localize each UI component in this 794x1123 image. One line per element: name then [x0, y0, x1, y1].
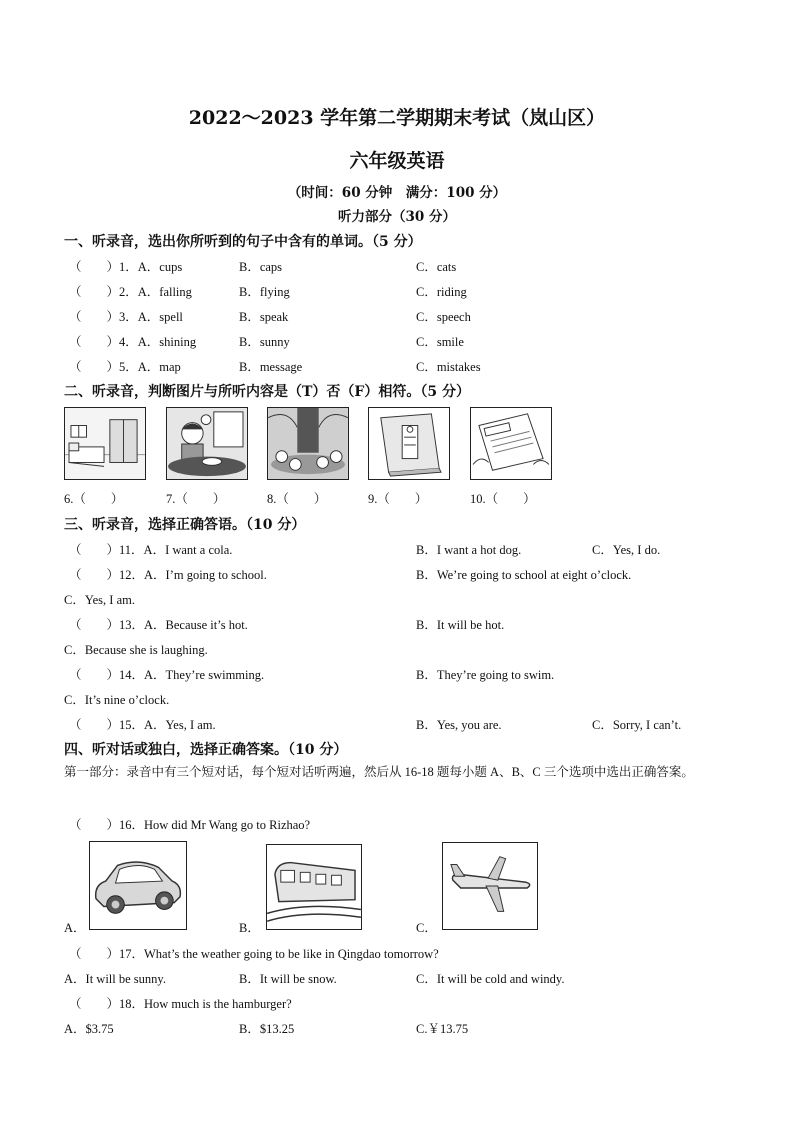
boy-eating-icon [167, 408, 247, 479]
park-picnic-picture [267, 407, 349, 480]
airplane-icon [443, 843, 537, 929]
q4-number-a: （ ）4．A．shining [69, 335, 197, 349]
q16-option-c-label: C． [416, 921, 437, 935]
q13-option-b: B．It will be hot. [416, 618, 505, 632]
q15-option-c: C．Sorry, I can’t. [592, 718, 682, 732]
q4-option-c: C．smile [416, 335, 464, 349]
q11-option-b: B．I want a hot dog. [416, 543, 522, 557]
boy-eating-picture [166, 407, 248, 480]
book-picture [368, 407, 450, 480]
plane-picture [442, 842, 538, 930]
q16-option-b-label: B． [239, 921, 260, 935]
q13-option-a: （ ）13．A．Because it’s hot. [69, 618, 248, 632]
q1-number-a: （ ）1．A．cups [69, 260, 183, 274]
train-picture [266, 844, 362, 930]
pic6-answer-label: 6.（ ） [64, 492, 124, 506]
q2-option-b: B．flying [239, 285, 290, 299]
q15-option-b: B．Yes, you are. [416, 718, 502, 732]
q14-option-a: （ ）14．A．They’re swimming. [69, 668, 265, 682]
bedroom-icon [65, 408, 145, 479]
q15-option-a: （ ）15．A．Yes, I am. [69, 718, 216, 732]
letter-icon [471, 408, 551, 479]
q4-option-b: B．sunny [239, 335, 290, 349]
q14-option-b: B．They’re going to swim. [416, 668, 555, 682]
car-picture [89, 841, 187, 930]
q5-number-a: （ ）5．A．map [69, 360, 181, 374]
q1-option-c: C．cats [416, 260, 457, 274]
q18-question: （ ）18．How much is the hamburger? [69, 997, 292, 1011]
q11-option-c: C．Yes, I do. [592, 543, 661, 557]
train-icon [267, 845, 361, 929]
exam-time-info: （时间：60 分钟 满分：100 分） [287, 185, 507, 201]
q18-option-b: B．$13.25 [239, 1022, 295, 1036]
pic9-answer-label: 9.（ ） [368, 492, 428, 506]
q11-option-a: （ ）11．A．I want a cola. [69, 543, 233, 557]
q17-option-c: C．It will be cold and windy. [416, 972, 565, 986]
section1-heading: 一、听录音，选出你所听到的句子中含有的单词。（5 分） [64, 234, 422, 250]
q12-option-c: C．Yes, I am. [64, 593, 135, 607]
book-icon [369, 408, 449, 479]
q5-option-b: B．message [239, 360, 303, 374]
q5-option-c: C．mistakes [416, 360, 481, 374]
q18-option-a: A．$3.75 [64, 1022, 114, 1036]
q3-number-a: （ ）3．A．spell [69, 310, 183, 324]
q17-question: （ ）17．What’s the weather going to be like in Qingdao tomorrow? [69, 947, 439, 961]
q1-option-b: B．caps [239, 260, 283, 274]
q3-option-c: C．speech [416, 310, 471, 324]
section4-intro: 第一部分：录音中有三个短对话，每个短对话听两遍，然后从 16-18 题每小题 A、B、C 三个选项中选出正确答案。 [64, 765, 694, 779]
q17-option-a: A．It will be sunny. [64, 972, 166, 986]
q3-option-b: B．speak [239, 310, 289, 324]
q2-number-a: （ ）2．A．falling [69, 285, 192, 299]
q16-question: （ ）16．How did Mr Wang go to Rizhao? [69, 818, 311, 832]
q14-option-c: C．It’s nine o’clock. [64, 693, 170, 707]
park-picnic-icon [268, 408, 348, 479]
listening-part-heading: 听力部分（30 分） [338, 209, 456, 225]
letter-picture [470, 407, 552, 480]
exam-title: 2022～2023 学年第二学期期末考试（岚山区） [188, 107, 606, 129]
exam-subtitle: 六年级英语 [349, 150, 445, 172]
q16-option-a-label: A． [64, 921, 86, 935]
car-icon [90, 842, 186, 929]
pic7-answer-label: 7.（ ） [166, 492, 226, 506]
q2-option-c: C．riding [416, 285, 467, 299]
q12-option-a: （ ）12．A．I’m going to school. [69, 568, 267, 582]
bedroom-picture [64, 407, 146, 480]
pic10-answer-label: 10.（ ） [470, 492, 536, 506]
section3-heading: 三、听录音，选择正确答语。（10 分） [64, 517, 306, 533]
section2-heading: 二、听录音，判断图片与所听内容是（T）否（F）相符。（5 分） [64, 384, 470, 400]
q12-option-b: B．We’re going to school at eight o’clock. [416, 568, 632, 582]
pic8-answer-label: 8.（ ） [267, 492, 327, 506]
q17-option-b: B．It will be snow. [239, 972, 337, 986]
section4-heading: 四、听对话或独白，选择正确答案。（10 分） [64, 742, 348, 758]
q13-option-c: C．Because she is laughing. [64, 643, 208, 657]
q18-option-c: C.￥13.75 [416, 1022, 469, 1036]
